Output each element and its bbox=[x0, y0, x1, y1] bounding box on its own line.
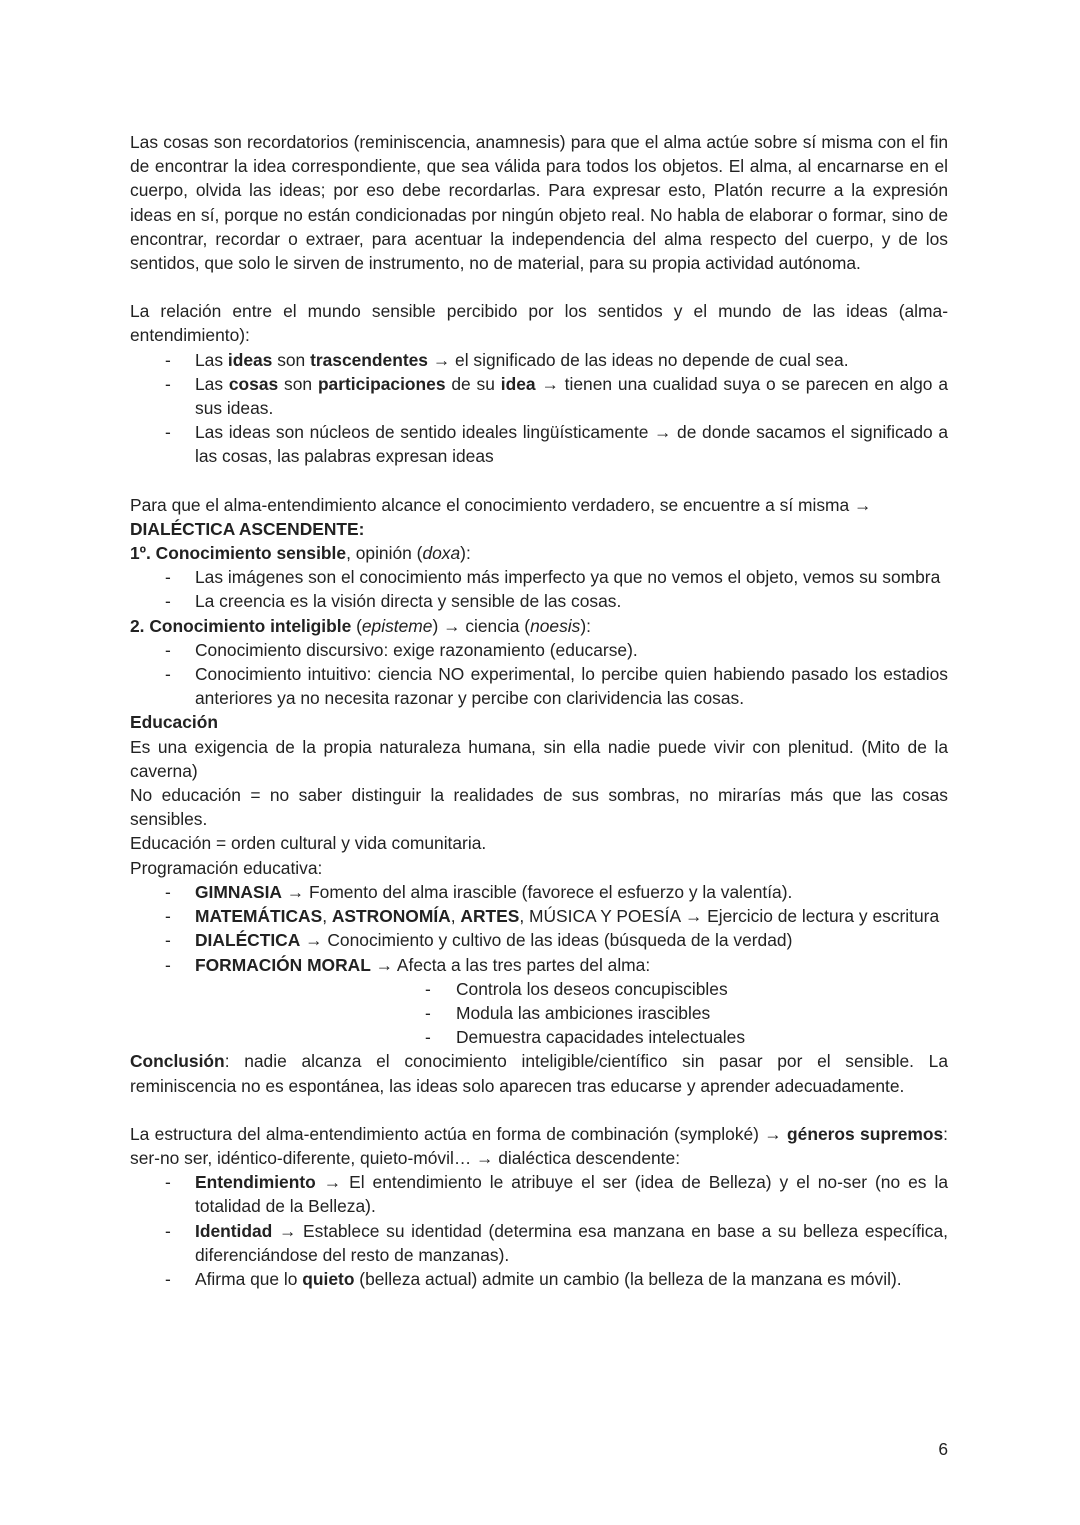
conocimiento-sensible-list bbox=[130, 565, 948, 613]
list-item: - GIMNASIA → Fomento del alma irascible (favorece el esfuerzo y la valentía). bbox=[130, 880, 948, 904]
list-item: - Las imágenes son el conocimiento más imperfecto ya que no vemos el objeto, vemos su sombra bbox=[130, 565, 948, 589]
conocimiento-sensible-heading: 1º. Conocimiento sensible, opinión (doxa): bbox=[130, 543, 471, 564]
conclusion-paragraph: Conclusión: nadie alcanza el conocimiento inteligible/científico sin pasar por el sensible. La reminiscencia no es espontánea, las ideas solo aparecen tras educarse y aprender adecuadamente. bbox=[130, 1051, 948, 1096]
list-item: - Controla los deseos concupiscibles bbox=[130, 977, 948, 1001]
document-page bbox=[130, 130, 948, 1291]
paragraph-reminiscencia: Las cosas son recordatorios (reminiscencia, anamnesis) para que el alma actúe sobre sí misma con el fin de encontrar la idea correspondiente, que sea válida para todos los objetos. El alma, al encarnarse en el cuerpo, olvida las ideas; por eso debe recordarlas. Para expresar esto, Platón recurre a la expresión ideas en sí, porque no están condicionadas por ningún objeto real. No habla de elaborar o formar, sino de encontrar, recordar o extraer, para acentuar la independencia del alma respecto del cuerpo, y de los sentidos, que solo le sirven de instrumento, no de material, para su propia actividad autónoma. bbox=[130, 132, 948, 274]
list-item: - La creencia es la visión directa y sensible de las cosas. bbox=[130, 589, 948, 613]
list-item: - Conocimiento intuitivo: ciencia NO experimental, lo percibe quien habiendo pasado los estadios anteriores ya no necesita razonar y percibe con clarividencia las cosas. bbox=[130, 662, 948, 710]
dialectica-descendente-list bbox=[130, 1170, 948, 1291]
educacion-line: Es una exigencia de la propia naturaleza humana, sin ella nadie puede vivir con plenitud. (Mito de la caverna) bbox=[130, 736, 948, 781]
paragraph-dialectica-intro: Para que el alma-entendimiento alcance el conocimiento verdadero, se encuentre a sí misma → bbox=[130, 494, 872, 515]
list-item: - Las cosas son participaciones de su idea → tienen una cualidad suya o se parecen en algo a sus ideas. bbox=[130, 372, 948, 420]
dialectica-heading: DIALÉCTICA ASCENDENTE: bbox=[130, 518, 365, 539]
conocimiento-inteligible-heading: 2. Conocimiento inteligible (episteme) → ciencia (noesis): bbox=[130, 615, 591, 636]
conocimiento-inteligible-list bbox=[130, 638, 948, 711]
educacion-heading: Educación bbox=[130, 712, 218, 733]
list-item: - Conocimiento discursivo: exige razonamiento (educarse). bbox=[130, 638, 948, 662]
list-item: - Afirma que lo quieto (belleza actual) admite un cambio (la belleza de la manzana es móvil). bbox=[130, 1267, 948, 1291]
list-item: - Demuestra capacidades intelectuales bbox=[130, 1025, 948, 1049]
relation-list bbox=[130, 348, 948, 469]
programacion-list bbox=[130, 880, 948, 977]
paragraph-relacion: La relación entre el mundo sensible percibido por los sentidos y el mundo de las ideas (alma-entendimiento): bbox=[130, 301, 948, 346]
educacion-line: Educación = orden cultural y vida comunitaria. bbox=[130, 833, 487, 854]
list-item: - FORMACIÓN MORAL → Afecta a las tres partes del alma: bbox=[130, 953, 948, 977]
educacion-line: No educación = no saber distinguir la realidades de sus sombras, no mirarías más que las cosas sensibles. bbox=[130, 785, 948, 830]
list-item: - Las ideas son trascendentes → el significado de las ideas no depende de cual sea. bbox=[130, 348, 948, 372]
list-item: - DIALÉCTICA → Conocimiento y cultivo de las ideas (búsqueda de la verdad) bbox=[130, 928, 948, 952]
list-item: - Las ideas son núcleos de sentido ideales lingüísticamente → de donde sacamos el significado a las cosas, las palabras expresan ideas bbox=[130, 420, 948, 468]
page-number: 6 bbox=[938, 1439, 948, 1459]
formacion-moral-sublist bbox=[130, 977, 948, 1050]
paragraph-estructura: La estructura del alma-entendimiento actúa en forma de combinación (symploké) → géneros supremos: ser-no ser, idéntico-diferente, quieto-móvil… → dialéctica descendente: bbox=[130, 1123, 948, 1168]
list-item: - Entendimiento → El entendimiento le atribuye el ser (idea de Belleza) y el no-ser (no es la totalidad de la Belleza). bbox=[130, 1170, 948, 1218]
list-item: - Identidad → Establece su identidad (determina esa manzana en base a su belleza específica, diferenciándose del resto de manzanas). bbox=[130, 1219, 948, 1267]
list-item: - Modula las ambiciones irascibles bbox=[130, 1001, 948, 1025]
educacion-line: Programación educativa: bbox=[130, 857, 323, 878]
list-item: - MATEMÁTICAS, ASTRONOMÍA, ARTES, MÚSICA Y POESÍA → Ejercicio de lectura y escritura bbox=[130, 904, 948, 928]
